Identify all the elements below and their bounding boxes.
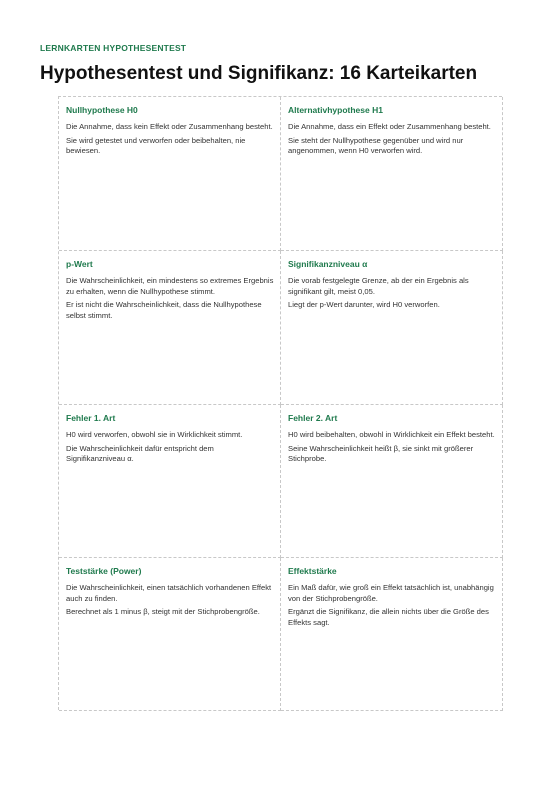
flashcard xyxy=(59,405,281,558)
flashcard-text: Die Annahme, dass ein Effekt oder Zusammenhang besteht. xyxy=(288,122,491,132)
flashcard-text: H0 wird beibehalten, obwohl in Wirklichkeit ein Effekt besteht. xyxy=(288,430,495,440)
flashcard-title: p-Wert xyxy=(66,259,93,269)
flashcard xyxy=(59,558,281,711)
flashcard-text: Er ist nicht die Wahrscheinlichkeit, dass die Nullhypothese selbst stimmt. xyxy=(66,300,262,320)
flashcard xyxy=(281,97,503,251)
flashcard-title: Fehler 1. Art xyxy=(66,413,116,423)
flashcard xyxy=(281,405,503,558)
flashcard-text: Sie wird getestet und verworfen oder beibehalten, nie bewiesen. xyxy=(66,135,246,156)
flashcard-title: Teststärke (Power) xyxy=(66,566,142,576)
flashcard-text: Berechnet als 1 minus β, steigt mit der Stichprobengröße. xyxy=(66,607,260,617)
flashcard-text: Sie steht der Nullhypothese gegenüber und wird nur angenommen, wenn H0 verworfen wird. xyxy=(288,135,464,156)
flashcard-text: Die Annahme, dass kein Effekt oder Zusammenhang besteht. xyxy=(66,122,273,132)
flashcard-grid xyxy=(58,96,502,710)
flashcard-text: Liegt der p-Wert darunter, wird H0 verworfen. xyxy=(288,300,440,310)
flashcard-text: Die Wahrscheinlichkeit, ein mindestens so extremes Ergebnis zu erhalten, wenn die Nullhypothese stimmt. xyxy=(66,276,274,296)
flashcard-text: Die Wahrscheinlichkeit, einen tatsächlich vorhandenen Effekt auch zu finden. xyxy=(66,583,272,603)
flashcard xyxy=(281,558,503,711)
flashcard-text: Ergänzt die Signifikanz, die allein nichts über die Größe des Effekts sagt. xyxy=(288,607,489,627)
flashcard xyxy=(281,251,503,405)
flashcard-title: Effektstärke xyxy=(288,566,337,576)
flashcard-text: Die Wahrscheinlichkeit dafür entspricht dem Signifikanzniveau α. xyxy=(66,443,214,464)
page-kicker: LERNKARTEN HYPOTHESENTEST xyxy=(40,43,187,53)
flashcard-text: Die vorab festgelegte Grenze, ab der ein Ergebnis als signifikant gilt, meist 0,05. xyxy=(288,276,469,296)
flashcard-text: H0 wird verworfen, obwohl sie in Wirklichkeit stimmt. xyxy=(66,430,243,440)
page-title: Hypothesentest und Signifikanz: 16 Karteikarten xyxy=(40,63,478,84)
flashcard-title: Alternativhypothese H1 xyxy=(288,105,383,115)
flashcard-title: Nullhypothese H0 xyxy=(66,105,138,115)
flashcard-text: Ein Maß dafür, wie groß ein Effekt tatsächlich ist, unabhängig von der Stichprobengröße. xyxy=(288,583,494,603)
flashcard xyxy=(59,251,281,405)
flashcard-text: Seine Wahrscheinlichkeit heißt β, sie sinkt mit größerer Stichprobe. xyxy=(288,443,474,464)
flashcard-title: Signifikanzniveau α xyxy=(288,259,368,269)
flashcard-title: Fehler 2. Art xyxy=(288,413,338,423)
flashcard xyxy=(59,97,281,251)
